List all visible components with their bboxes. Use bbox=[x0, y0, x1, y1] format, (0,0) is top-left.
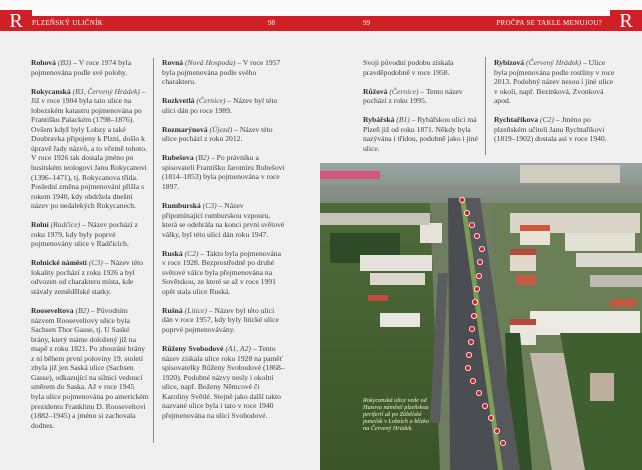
street-name: Rozkvetlá bbox=[162, 96, 195, 106]
colorful-building bbox=[320, 171, 380, 179]
building-row bbox=[320, 213, 430, 225]
text-column-2 bbox=[162, 58, 285, 430]
street-location: (B1) bbox=[396, 115, 410, 125]
street-entry bbox=[162, 125, 285, 144]
street-description: – Takto byla pojmenována v roce 1928. Bezprostředně po druhé světové válce byla přejmenována na Sovětskou, ze které se až v roce 1991 opět stala ulice Ruská. bbox=[162, 248, 281, 296]
railway-track bbox=[320, 185, 642, 191]
route-marker bbox=[469, 222, 474, 227]
roof bbox=[368, 295, 388, 301]
street-name: Rokycanská bbox=[31, 86, 71, 96]
street-entry bbox=[162, 201, 285, 239]
street-location: (B2) bbox=[195, 153, 210, 163]
building bbox=[360, 255, 432, 271]
text-column-3 bbox=[363, 58, 481, 163]
page-number-left: 98 bbox=[268, 19, 275, 27]
church-building bbox=[590, 373, 614, 401]
roof bbox=[516, 275, 536, 285]
street-name: Růženy Svobodové bbox=[162, 344, 224, 354]
street-entry bbox=[363, 58, 481, 77]
book-logo-letter: R bbox=[619, 10, 633, 32]
street-description: – V roce 1974 byla pojmenována podle své polohy. bbox=[31, 58, 132, 77]
route-marker bbox=[471, 313, 476, 318]
route-marker bbox=[468, 339, 473, 344]
photo-caption: Rokycanská ulice vede od Husova náměstí plzeňskou periferií až po Zábělské panelák v Lobzích a blízko na Červený Hrádek. bbox=[363, 397, 429, 432]
route-marker bbox=[500, 440, 505, 445]
street-location: (A1, A2) bbox=[225, 344, 251, 354]
street-location: (Červený Hrádek) bbox=[526, 58, 582, 67]
street-location: (B2) bbox=[75, 306, 90, 316]
street-name: Rooseveltova bbox=[31, 306, 74, 316]
street-entry bbox=[31, 258, 149, 296]
column-divider bbox=[485, 57, 486, 155]
street-entry bbox=[363, 87, 481, 106]
street-entry bbox=[162, 249, 285, 297]
running-header-title-left: PLZEŇSKÝ ULIČNÍK bbox=[32, 19, 104, 27]
building bbox=[420, 223, 442, 243]
street-location: (C3) bbox=[88, 258, 103, 268]
route-marker bbox=[476, 273, 481, 278]
roof bbox=[510, 249, 536, 255]
street-entry bbox=[31, 87, 149, 211]
route-marker bbox=[470, 378, 475, 383]
street-name: Rohová bbox=[31, 58, 56, 67]
street-description: – Název pochází z roku 1979, kdy byly poprvé pojmenovány ulice v Radčicích. bbox=[31, 220, 138, 249]
street-location: (Nová Hospoda) bbox=[185, 58, 236, 67]
street-location: (B3) bbox=[57, 58, 72, 67]
street-location: (B3, Červený Hrádek) bbox=[72, 86, 140, 96]
route-marker bbox=[479, 246, 484, 251]
route-marker bbox=[466, 352, 471, 357]
street-entry bbox=[31, 220, 149, 249]
text-column-1 bbox=[31, 58, 149, 440]
text-column-4 bbox=[494, 58, 616, 153]
apartment-block bbox=[565, 233, 635, 251]
street-location: (C3) bbox=[202, 201, 217, 211]
route-marker bbox=[469, 326, 474, 331]
logo-tab-right bbox=[610, 10, 642, 31]
building bbox=[590, 275, 642, 287]
street-description: – V roce 1957 byla pojmenována podle svého charakteru. bbox=[162, 58, 281, 87]
street-name: Rybízová bbox=[494, 58, 525, 67]
page-top-margin bbox=[0, 0, 642, 16]
page-number-right: 99 bbox=[363, 19, 370, 27]
route-marker bbox=[482, 403, 487, 408]
street-entry bbox=[162, 306, 285, 335]
street-description: – Po právníku a spisovateli Františku Jaromíru Rubešovi (1814–1853) byla pojmenována v roce 1897. bbox=[162, 153, 285, 191]
route-marker bbox=[465, 365, 470, 370]
route-marker bbox=[474, 233, 479, 238]
route-marker bbox=[476, 390, 481, 395]
building bbox=[380, 313, 420, 327]
street-entry bbox=[162, 58, 285, 87]
street-entry bbox=[31, 58, 149, 77]
street-description: – Tento název získala ulice roku 1928 na paměť spisovatelky Růženy Svobodové (1868–1920). Podobné názvy nesly i okolní ulice, např. Boženy Němcové či Karoliny Světlé. Stejně jako další takto nazvané ulice byla i tato v roce 1940 přejmenována na ulici Svobodové. bbox=[162, 344, 285, 420]
street-entry bbox=[494, 115, 616, 144]
street-name: Rovná bbox=[162, 58, 184, 67]
column-divider bbox=[153, 58, 154, 443]
street-description: – Název byl této ulici dán v roce 1957, kdy byly litické ulice poprvé pojmenovávány. bbox=[162, 305, 279, 335]
roof bbox=[610, 299, 636, 307]
street-name: Rumburská bbox=[162, 201, 201, 211]
roof bbox=[520, 225, 550, 231]
street-entry bbox=[363, 115, 481, 153]
street-name: Rolnické náměstí bbox=[31, 258, 87, 268]
street-name: Rolní bbox=[31, 220, 49, 230]
street-entry bbox=[31, 306, 149, 430]
street-name: Rušná bbox=[162, 305, 183, 315]
street-description: – Jméno po plzeňském učiteli Janu Rychtaříkovi (1819–1902) dostala asi v roce 1940. bbox=[494, 115, 607, 144]
street-location: (C2) bbox=[184, 248, 199, 258]
street-description: – Název této ulice pochází z roku 2012. bbox=[162, 124, 273, 144]
street-location: (Černice) bbox=[196, 96, 226, 106]
route-marker bbox=[464, 210, 469, 215]
street-description: – Název byl této ulici dán po roce 1989. bbox=[162, 96, 278, 115]
street-entry bbox=[162, 96, 285, 115]
street-location: (Radčice) bbox=[50, 220, 81, 230]
street-location: (Černice) bbox=[389, 86, 419, 96]
street-description: – Již v roce 1904 byla tato ulice na lobezském katastru pojmenována po Františku Palackém (1798–1876). Ovšem když byly Lobzy a také Doubravka připojeny k Plzni, došlo k úpravě řady názvů, a to včetně tohoto. V roce 1926 tak dostala jméno po husitském teologovi Janu Rokycanovi (1396–1471), tj. Rokycanova třída. Poslední změna pojmenování přišla s rokem 1940, kdy obdržela dnešní název po nedalekých Rokycanech. bbox=[31, 86, 147, 211]
route-marker bbox=[459, 197, 464, 202]
street-location: (C2) bbox=[539, 115, 554, 125]
street-name: Rychtaříkova bbox=[494, 115, 539, 125]
street-description: – Tento název pochází z roku 1995. bbox=[363, 86, 463, 106]
running-header-title-right: PROČPA SE TAKLE MENUJOU? bbox=[496, 19, 602, 27]
apartment-block bbox=[576, 253, 642, 267]
street-entry bbox=[162, 344, 285, 420]
commercial-building bbox=[530, 311, 640, 335]
street-name: Rozmarýnová bbox=[162, 124, 208, 134]
route-marker bbox=[494, 428, 499, 433]
street-name: Ruská bbox=[162, 248, 183, 258]
route-marker bbox=[472, 299, 477, 304]
roof bbox=[510, 319, 536, 325]
street-location: (Újezd) bbox=[209, 124, 233, 134]
street-description: – Název této lokality pochází z roku 1926 a byl odvozen od charakteru místa, kde stávaly zemědělské statky. bbox=[31, 258, 144, 296]
street-description: – Název připomínající rumburskou vzpouru, která se odehrála na konci první světové války, byl této ulici dán roku 1947. bbox=[162, 201, 285, 239]
book-logo-letter: R bbox=[9, 10, 23, 32]
building bbox=[370, 273, 425, 285]
street-name: Rubešova bbox=[162, 153, 194, 163]
street-entry bbox=[494, 58, 616, 106]
street-name: Růžová bbox=[363, 86, 388, 96]
street-description: – Ulice byla pojmenována podle rostliny v roce 2013. Podobný název nesou i jiné ulice v okolí, např. Bezinková, Zvonková apod. bbox=[494, 58, 615, 106]
route-marker bbox=[477, 259, 482, 264]
street-description: – Původním názvem Rooseveltovy ulice byla Sachsen Thor Gasse, tj. U Saské brány, který máme doložený již na mapě z roku 1821. Po zbourání brány z ní během první poloviny 19. století zbyla již jen Saská ulice (Sachsen Gasse), odkazující na silnici vedoucí směrem do Saska. Až v roce 1945 byla ulice pojmenována po americkém prezidentu Franklinu D. Rooseveltovi (1882–1945) a jméno si zachovala dodnes. bbox=[31, 306, 149, 430]
logo-tab-left bbox=[0, 10, 32, 31]
street-name: Rybářská bbox=[363, 115, 395, 125]
street-description: – Rybářskou ulici má Plzeň již od roku 1871. Někdy byla nazývána i třídou, podobně jako i jiné ulice. bbox=[363, 115, 478, 153]
industrial-building bbox=[520, 165, 620, 183]
route-marker bbox=[474, 286, 479, 291]
street-description: Svoji původní podobu získala pravděpodobně v roce 1958. bbox=[363, 58, 454, 77]
route-marker bbox=[488, 415, 493, 420]
street-location: (Litice) bbox=[184, 305, 207, 315]
street-entry bbox=[162, 153, 285, 191]
